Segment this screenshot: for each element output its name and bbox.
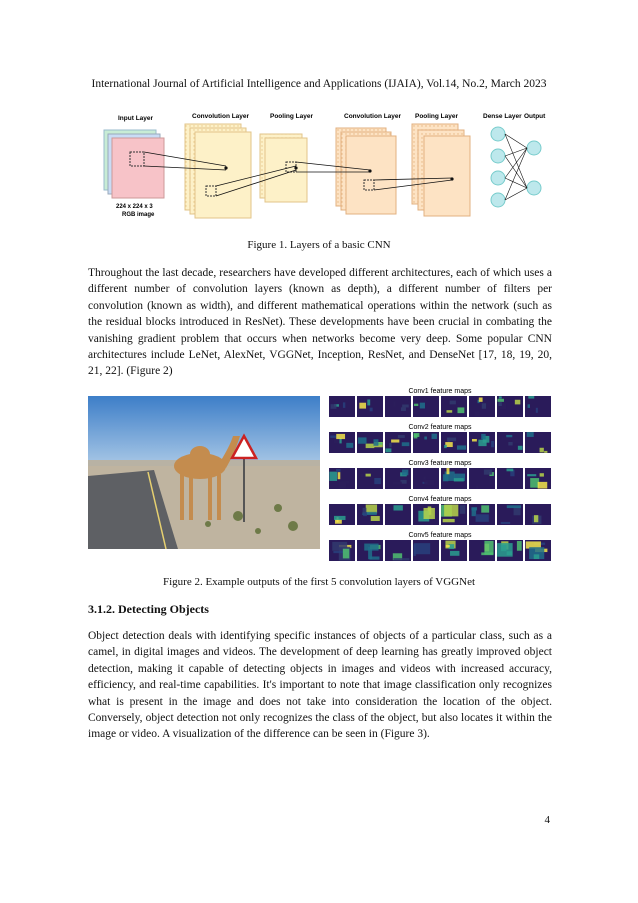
feature-activation [484, 469, 492, 474]
feature-activation [334, 516, 346, 520]
conv1-maps-label: Conv1 feature maps [408, 388, 472, 395]
feature-activation [507, 505, 521, 508]
feature-activation [393, 558, 409, 560]
feature-activation [476, 486, 478, 489]
feature-activation [385, 448, 391, 452]
feature-activation [534, 554, 539, 559]
feature-maps-panel [326, 384, 554, 562]
feature-map-tile [413, 468, 439, 489]
feature-activation [450, 551, 459, 556]
feature-activation [512, 439, 521, 444]
feature-activation [331, 404, 337, 409]
running-header: International Journal of Artificial Intelligence and Applications (IJAIA), Vol.14, No.2, March 2023 [91, 78, 547, 90]
conv3-maps-label: Conv3 feature maps [408, 460, 472, 467]
figure-2-caption: Figure 2. Example outputs of the first 5 convolution layers of VGGNet [162, 576, 476, 588]
feature-activation [443, 519, 455, 522]
feature-activation [402, 442, 410, 446]
feature-activation [528, 404, 530, 408]
label-conv1: Convolution Layer [192, 113, 250, 120]
feature-activation [358, 437, 367, 443]
feature-activation [457, 445, 466, 449]
feature-activation [528, 396, 534, 399]
feature-activation [491, 441, 494, 447]
feature-activation [363, 512, 367, 516]
feature-activation [481, 552, 493, 555]
feature-activation [481, 434, 486, 439]
feature-activation [447, 438, 456, 442]
feature-activation [432, 434, 437, 439]
feature-activation [374, 478, 381, 484]
feature-activation [506, 435, 512, 437]
label-conv2: Convolution Layer [344, 113, 402, 120]
feature-activation [446, 410, 452, 413]
feature-activation [472, 439, 477, 442]
feature-activation [398, 435, 405, 438]
feature-activation [536, 408, 538, 413]
feature-activation [402, 404, 409, 407]
feature-activation [444, 505, 458, 517]
feature-activation [447, 468, 450, 474]
feature-activation [389, 443, 391, 447]
feature-activation [443, 474, 448, 481]
feature-activation [499, 396, 502, 398]
paragraph-cnn-architectures: Throughout the last decade, researchers have developed different architectures, each of which uses a different number of convolution layers (known as depth), a different number of filters per convolution (known as width), and different mathematical operations within the network (such as the residual blocks introduced in ResNet). These developments have been crucial in combating the vanishing gradient problem that occurs when networks become very deep. Some popular CNN architectures include LeNet, AlexNet, VGGNet, Inception, ResNet, and DenseNet [17, 18, 19, 20, 21, 22]. (Figure 2) [88, 267, 552, 378]
label-pool1: Pooling Layer [270, 113, 313, 120]
feature-activation [401, 407, 406, 411]
feature-activation [478, 440, 486, 446]
label-input-size: 224 x 224 x 3 [116, 204, 153, 210]
feature-activation [369, 556, 379, 559]
feature-activation [540, 473, 544, 476]
feature-activation [471, 507, 477, 510]
feature-activation [538, 434, 543, 436]
feature-activation [481, 505, 489, 512]
feature-activation [393, 505, 402, 510]
feature-activation [540, 448, 544, 453]
feature-activation [460, 505, 465, 514]
camel-photo [88, 396, 320, 549]
label-rgb-image: RGB image [122, 212, 155, 218]
conv5-maps-label: Conv5 feature maps [408, 532, 472, 539]
feature-activation [414, 404, 418, 406]
paragraph-object-detection: Object detection deals with identifying specific instances of objects of a particular class, such as a camel, in digital images and videos. The development of deep learning has greatly improved object detection, making it capable of detecting objects in images and videos with increased accuracy, efficiency, and real-time capabilities. It's important to note that image classification only recognizes what is present in the image and does not take into consideration the location of the object. Conversely, object detection not only recognizes the class of the object, but also locates it within the image or video. A visualization of the difference can be seen in (Figure 3). [88, 630, 552, 741]
feature-activation [414, 543, 430, 554]
feature-map-tile [441, 396, 467, 417]
feature-activation [360, 474, 363, 477]
feature-activation [457, 407, 464, 413]
feature-activation [501, 522, 510, 524]
feature-activation [446, 545, 450, 547]
label-pool2: Pooling Layer [415, 113, 458, 120]
feature-activation [343, 549, 349, 559]
feature-activation [371, 516, 380, 521]
feature-maps-grid [326, 384, 554, 562]
feature-activation [424, 437, 427, 440]
feature-activation [336, 469, 340, 472]
feature-activation [339, 482, 346, 488]
feature-activation [343, 402, 345, 408]
feature-activation [508, 442, 512, 445]
feature-activation [507, 469, 514, 472]
figure-1-caption: Figure 1. Layers of a basic CNN [247, 239, 391, 251]
feature-activation [490, 477, 492, 485]
feature-activation [393, 482, 402, 485]
figure-1-cnn-diagram [100, 108, 550, 230]
label-output: Output [524, 113, 546, 120]
feature-activation [507, 551, 513, 555]
feature-activation [454, 478, 464, 481]
feature-activation [424, 508, 435, 519]
feature-activation [515, 400, 520, 405]
feature-activation [402, 470, 408, 476]
feature-activation [527, 474, 536, 476]
feature-activation [329, 472, 337, 481]
feature-activation [498, 402, 501, 406]
feature-activation [364, 544, 378, 551]
section-heading: 3.1.2. Detecting Objects [88, 602, 209, 616]
page-number: 4 [544, 814, 550, 826]
feature-activation [346, 443, 353, 448]
feature-activation [538, 482, 548, 489]
feature-activation [479, 397, 483, 401]
feature-activation [534, 515, 538, 522]
feature-map-tile [413, 396, 439, 417]
feature-activation [450, 401, 456, 405]
feature-activation [370, 408, 373, 412]
feature-activation [373, 439, 378, 446]
label-dense: Dense Layer [483, 113, 522, 120]
feature-activation [424, 480, 434, 485]
feature-activation [420, 403, 425, 409]
feature-activation [366, 444, 375, 448]
feature-activation [444, 445, 447, 448]
feature-activation [391, 439, 399, 442]
feature-activation [517, 541, 522, 551]
feature-map-tile [329, 504, 355, 525]
feature-activation [338, 472, 341, 479]
feature-activation [527, 432, 534, 437]
feature-activation [366, 474, 371, 477]
feature-activation [336, 434, 345, 439]
feature-activation [476, 514, 489, 522]
feature-activation [474, 411, 479, 416]
label-input-layer: Input Layer [118, 115, 154, 122]
feature-activation [518, 446, 523, 450]
feature-activation [393, 402, 396, 407]
feature-activation [544, 451, 547, 453]
feature-activation [367, 400, 370, 406]
feature-activation [359, 403, 366, 409]
conv2-maps-label: Conv2 feature maps [408, 424, 472, 431]
feature-map-tile [441, 432, 467, 453]
conv4-maps-label: Conv4 feature maps [408, 496, 472, 503]
feature-activation [497, 399, 503, 402]
feature-activation [414, 434, 418, 438]
feature-activation [482, 403, 486, 408]
